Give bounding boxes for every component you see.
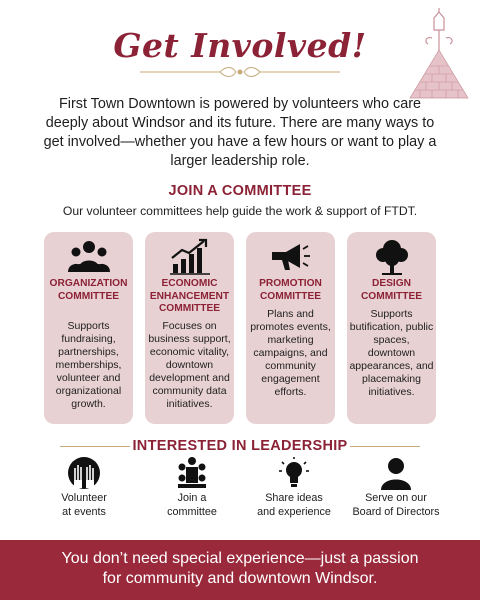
ornamental-divider-icon [140,64,340,80]
page-title: Get Involved! [113,26,367,65]
label-line1: Volunteer [61,492,107,504]
leadership-items [44,456,444,526]
label-line1: Serve on our [365,492,427,504]
footer-line2: for community and downtown Windsor. [102,570,378,587]
label-line2: at events [62,505,106,518]
label-line1: Join a [177,492,207,504]
label-line2: committee [167,505,217,518]
growth-chart-icon [169,238,211,276]
leadership-heading: INTERESTED IN LEADERSHIP [132,438,348,454]
leadership-item-ideas [244,456,344,519]
leadership-label [44,492,124,519]
committee-card-design [347,232,436,424]
leadership-label [244,492,344,519]
card-description: Supports fundraising, partnerships, memberships, volunteer and organizational growth. [55,320,122,410]
footer-line1: You don’t need special experience—just a passion [61,550,419,567]
card-title: PROMOTION COMMITTEE [259,278,322,302]
leadership-label [152,492,232,519]
lightbulb-icon [276,456,312,490]
leadership-item-volunteer [44,456,124,519]
card-description: Focuses on business support, economic vitality, downtown development and community data initiatives. [148,320,231,410]
label-line2: and experience [257,505,331,518]
people-group-icon [68,238,110,276]
tree-icon [371,238,413,276]
committee-card-economic [145,232,234,424]
meeting-table-icon [174,456,210,490]
leadership-item-board [344,456,448,519]
label-line1: Share ideas [265,492,323,504]
leadership-item-committee [152,456,232,519]
megaphone-icon [270,238,312,276]
person-icon [378,456,414,490]
card-title: DESIGN COMMITTEE [360,278,423,302]
leadership-label [344,492,448,519]
footer-banner [0,540,480,600]
card-description: Supports butification, public spaces, downtown appearances, and placemaking initiatives. [349,308,434,398]
label-line2: Board of Directors [352,505,440,518]
committee-card-organization [44,232,133,424]
committee-card-promotion [246,232,335,424]
committee-cards [44,232,436,424]
intro-paragraph: First Town Downtown is powered by volunteers who care deeply about Windsor and its future. There are many ways to get involved—whether you have a few hours or want to play a larger leadership role. [43,96,437,169]
raised-hands-icon [66,456,102,490]
card-title: ECONOMIC ENHANCEMENT COMMITTEE [149,278,230,314]
card-title: ORGANIZATION COMMITTEE [49,278,128,302]
committee-heading: JOIN A COMMITTEE [168,183,312,199]
card-description: Plans and promotes events, marketing campaigns, and community engagement efforts. [250,308,331,398]
committee-subtitle: Our volunteer committees help guide the work & support of FTDT. [62,204,418,218]
